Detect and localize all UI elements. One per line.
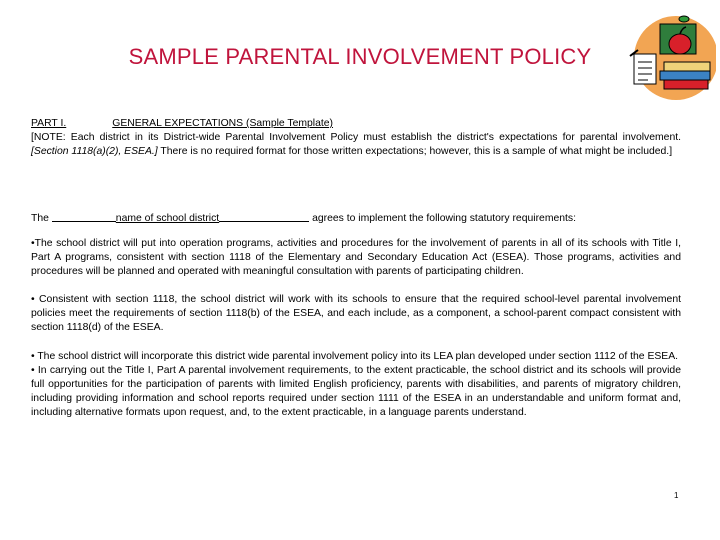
bullet-paragraph: • The school district will incorporate this district wide parental involvement policy into its LEA plan developed under section 1112 of the ESEA. <box>31 351 679 362</box>
page-number: 1 <box>674 491 679 500</box>
part-heading <box>31 117 681 131</box>
note-line: [NOTE: Each district in its District-wide Parental Involvement Policy must establish the district's expectations for parental involvement. <box>31 132 681 143</box>
statement-prefix: The <box>31 213 49 224</box>
note-citation: [Section 1118(a)(2), ESEA.] <box>31 146 158 157</box>
bullet-paragraph: • In carrying out the Title I, Part A parental involvement requirements, to the extent practicable, the school district and its schools will provide full opportunities for the participation of parents with limited English proficiency, parents with disabilities, and parents of migratory children, including providing information and school reports required under section 1111 of the ESEA in an understandable and uniform format and, including alternative formats upon request, and, to the extent practicable, in a language parents understand. <box>31 365 681 418</box>
district-blank-left <box>52 210 116 222</box>
note-rest: There is no required format for those written expectations; however, this is a sample of what might be included.] <box>157 146 673 157</box>
bullet-paragraph: •The school district will put into operation programs, activities and procedures for the involvement of parents in all of its schools with Title I, Part A programs, consistent with section 1118 of the Elementary and Secondary Education Act (ESEA). Those programs, activities and procedures will be planned and operated with meaningful consultation with parents of participating children. <box>31 238 681 277</box>
district-statement <box>31 210 681 226</box>
district-name-placeholder: name of school district <box>115 213 220 224</box>
general-expectations-section <box>31 117 681 159</box>
statement-suffix: agrees to implement the following statutory requirements: <box>312 213 576 224</box>
apple-books-clipart-icon <box>624 10 716 102</box>
bullet-paragraph: • Consistent with section 1118, the school district will work with its schools to ensure that the required school-level parental involvement policies meet the requirements of section 1118(b) of the ESEA, and each include, as a component, a school-parent compact consistent with section 1118(d) of the ESEA. <box>31 294 681 333</box>
page-title: SAMPLE PARENTAL INVOLVEMENT POLICY <box>128 44 592 69</box>
note-paragraph <box>31 131 681 159</box>
district-blank-right <box>219 210 309 222</box>
part-heading-text: GENERAL EXPECTATIONS (Sample Template) <box>112 118 334 129</box>
bullet-paragraphs-group <box>31 350 681 420</box>
part-label: PART I. <box>31 118 67 129</box>
